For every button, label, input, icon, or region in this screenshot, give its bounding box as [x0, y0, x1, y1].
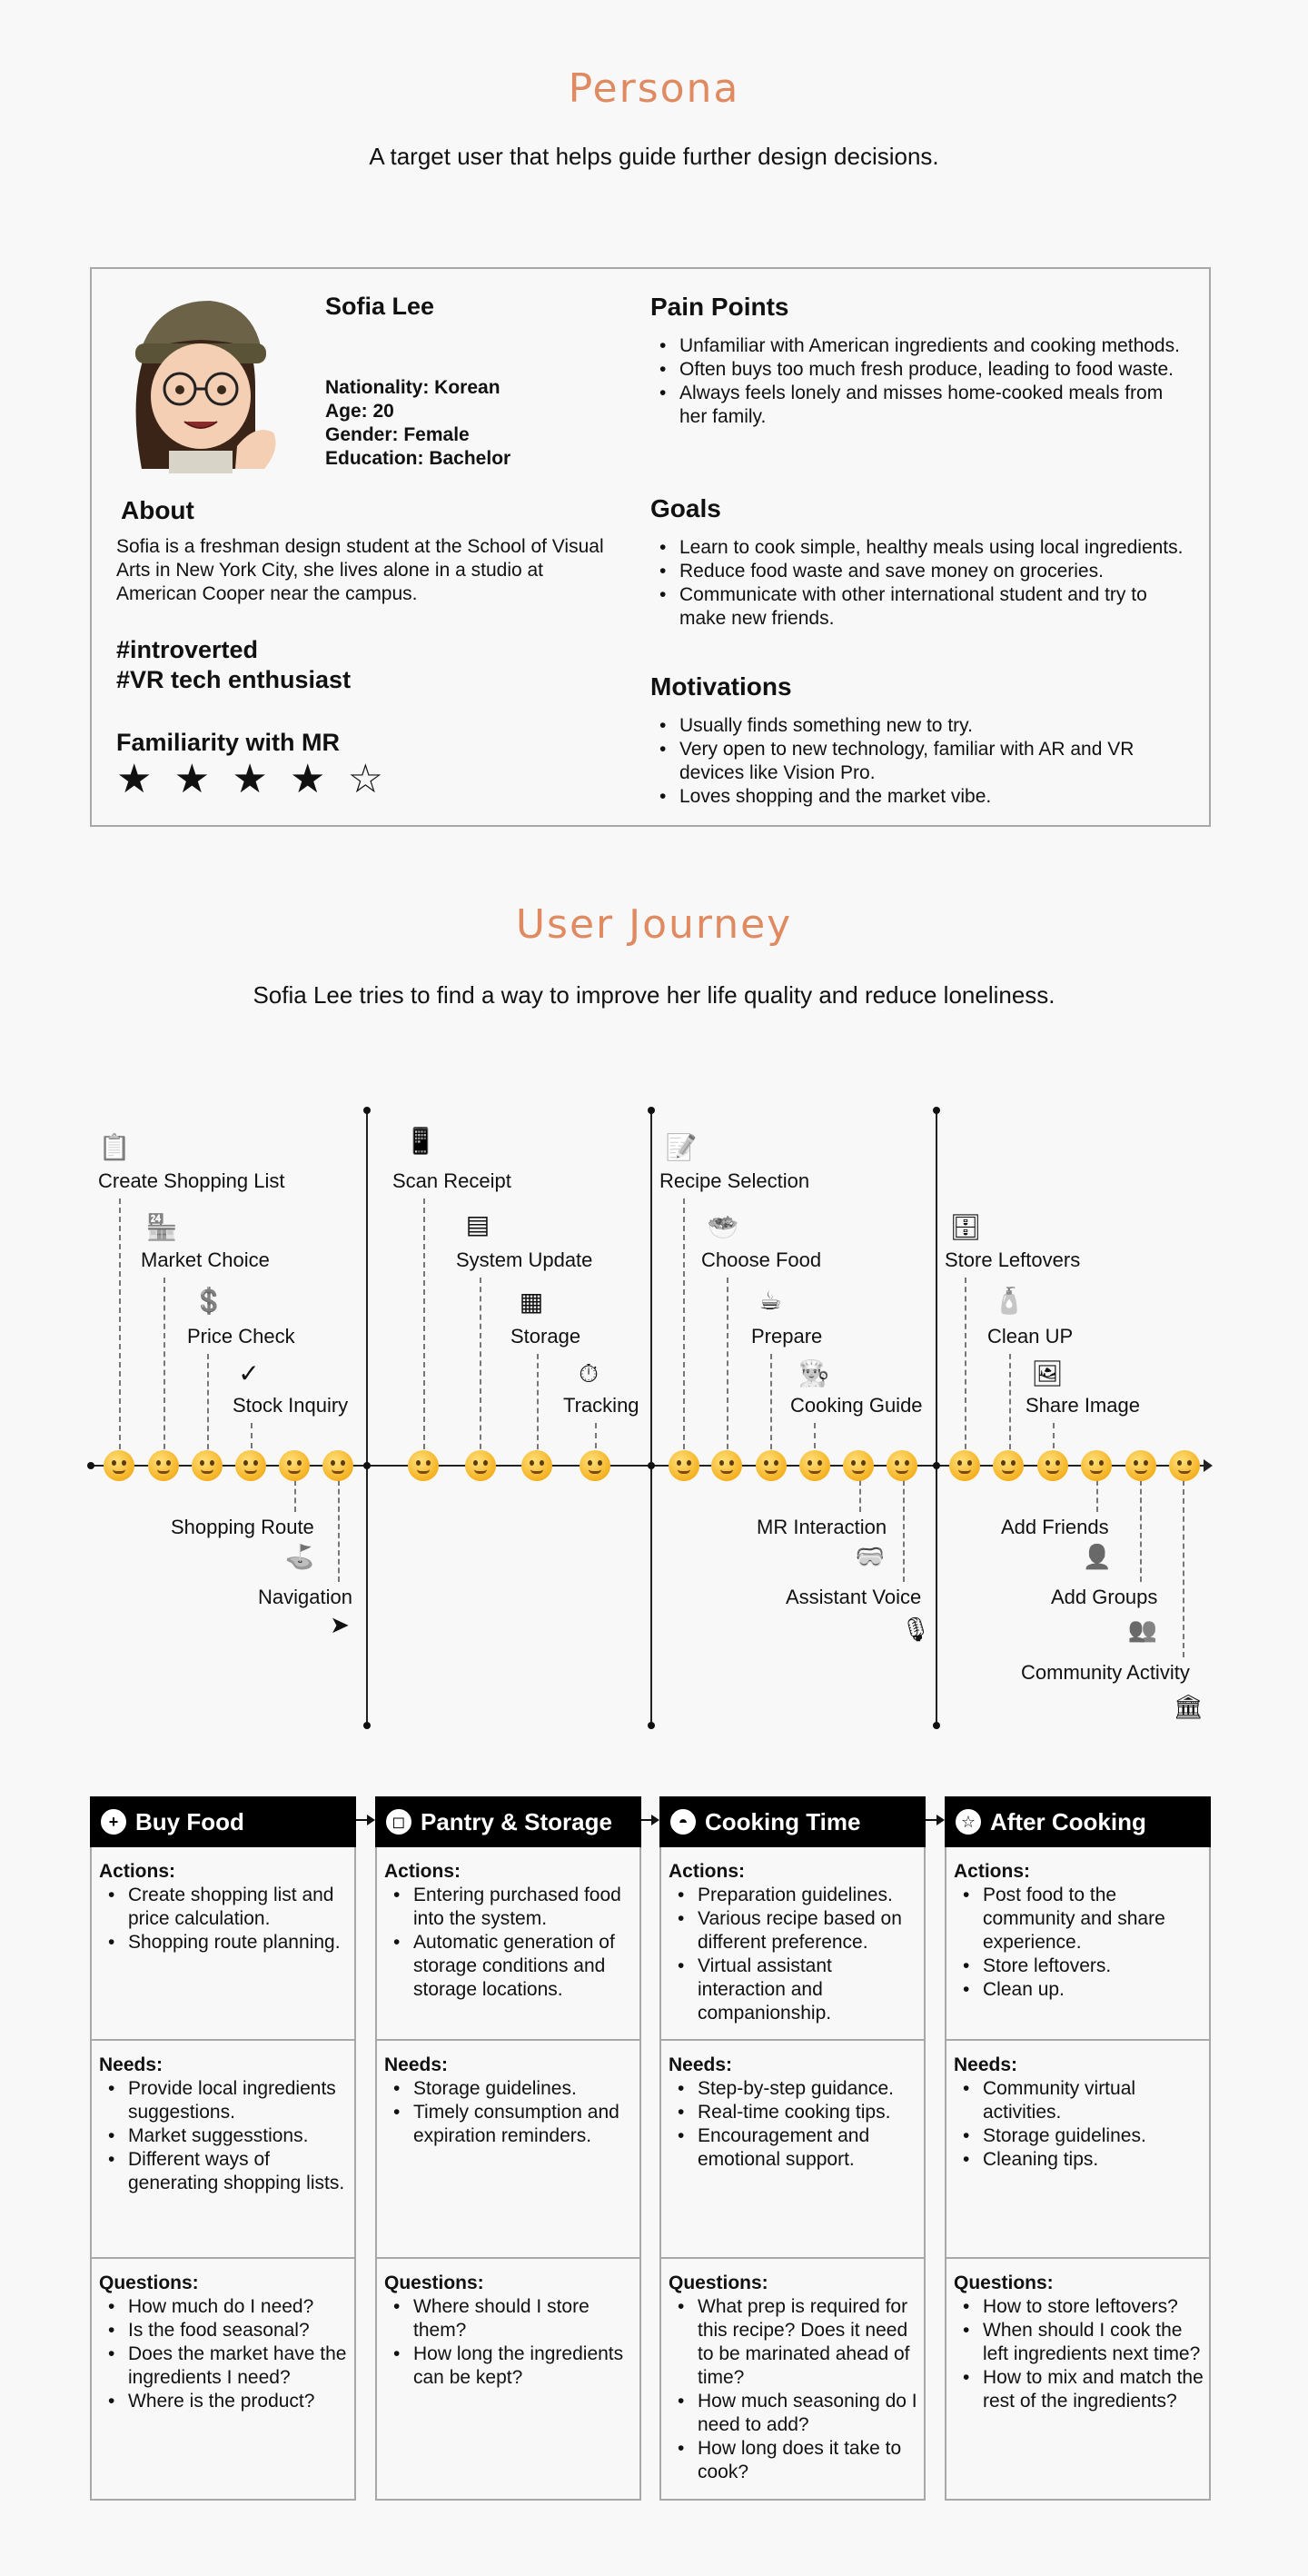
- stage-header: [375, 1796, 641, 1847]
- questions-list: [954, 2295, 1209, 2413]
- fact-education: Education: Bachelor: [325, 448, 511, 469]
- journey-step-label: Shopping Route: [171, 1516, 314, 1538]
- needs-cell: [377, 2041, 639, 2148]
- emoji-face-icon: [279, 1450, 310, 1481]
- emoji-face-icon: [949, 1450, 980, 1481]
- list-item: • Various recipe based on different preference.: [669, 1907, 924, 1954]
- emoji-face-icon: [993, 1450, 1024, 1481]
- journey-step-label: Recipe Selection: [659, 1169, 810, 1192]
- motivations-list: [650, 714, 1186, 809]
- axis-arrow-icon: [1204, 1459, 1213, 1472]
- pot-lid-icon: ◓: [670, 1809, 696, 1835]
- connector-line: [1183, 1480, 1184, 1657]
- actions-cell: [661, 1847, 924, 2025]
- emoji-face-icon: [521, 1450, 552, 1481]
- about-heading: About: [121, 496, 194, 524]
- emoji-mouth: [852, 1469, 865, 1474]
- list-item: • Step-by-step guidance.: [669, 2077, 924, 2101]
- questions-heading: Questions:: [669, 2273, 768, 2293]
- list-item: • Create shopping list and price calculation.: [99, 1884, 354, 1931]
- journey-step-label: Assistant Voice: [786, 1586, 922, 1608]
- system-icon: ▤: [465, 1210, 490, 1238]
- persona-name: Sofia Lee: [325, 293, 435, 320]
- connector-line: [164, 1278, 165, 1458]
- list-item: • Automatic generation of storage conditions and storage locations.: [384, 1931, 639, 2002]
- list-item: • Loves shopping and the market vibe.: [650, 785, 1186, 809]
- emoji-face-icon: [580, 1450, 610, 1481]
- connector-line: [965, 1278, 966, 1458]
- questions-heading: Questions:: [954, 2273, 1054, 2293]
- list-item: • Store leftovers.: [954, 1954, 1209, 1978]
- list-item: • Real-time cooking tips.: [669, 2101, 924, 2124]
- list-item: • How to store leftovers?: [954, 2295, 1209, 2319]
- divider-dot-top: [648, 1107, 655, 1114]
- list-item: • Different ways of generating shopping lists.: [99, 2148, 354, 2195]
- persona-facts: [325, 376, 510, 471]
- location-clock-icon: ⏱: [579, 1359, 599, 1387]
- emoji-mouth: [332, 1469, 344, 1474]
- connector-line: [119, 1198, 121, 1458]
- row-divider: [661, 2039, 924, 2041]
- list-item: • Storage guidelines.: [954, 2124, 1209, 2148]
- journey-step-label: Cooking Guide: [790, 1394, 923, 1417]
- list-item: • Always feels lonely and misses home-cooked meals from her family.: [650, 382, 1186, 429]
- journey-step-label: Tracking: [563, 1394, 639, 1417]
- questions-cell: [377, 2259, 639, 2390]
- recipe-icon: 📝: [665, 1133, 698, 1161]
- connector-line: [859, 1480, 861, 1512]
- emoji-face-icon: [887, 1450, 917, 1481]
- connector-line: [903, 1480, 905, 1582]
- arrow-right-icon: [651, 1815, 659, 1825]
- divider-dot-axis: [933, 1462, 940, 1469]
- list-item: • Post food to the community and share experience.: [954, 1884, 1209, 1954]
- connector-line: [683, 1198, 685, 1458]
- emoji-mouth: [474, 1469, 487, 1474]
- emoji-face-icon: [711, 1450, 742, 1481]
- actions-heading: Actions:: [954, 1861, 1030, 1882]
- emoji-mouth: [1178, 1469, 1191, 1474]
- arrow-right-icon: [367, 1815, 375, 1825]
- actions-cell: [946, 1847, 1209, 2002]
- emoji-mouth: [765, 1469, 778, 1474]
- questions-heading: Questions:: [384, 2273, 484, 2293]
- emoji-face-icon: [148, 1450, 179, 1481]
- persona-card: [90, 267, 1211, 827]
- connector-line: [770, 1354, 772, 1458]
- pain-list: [650, 334, 1186, 429]
- stage-header: [659, 1796, 926, 1847]
- persona-subtitle: A target user that helps guide further design decisions.: [369, 143, 939, 170]
- emoji-mouth: [1135, 1469, 1147, 1474]
- journey-step-label: Add Friends: [1001, 1516, 1109, 1538]
- share-image-icon: 🖼: [1031, 1359, 1064, 1387]
- emoji-face-icon: [1125, 1450, 1156, 1481]
- axis-start-dot: [87, 1462, 94, 1469]
- list-item: • Encouragement and emotional support.: [669, 2124, 924, 2172]
- emoji-face-icon: [756, 1450, 787, 1481]
- row-divider: [661, 2257, 924, 2259]
- spray-icon: 🧴: [993, 1287, 1026, 1315]
- about-text: Sofia is a freshman design student at the School of Visual Arts in New York City, she lives alone in a studio at American Cooper near the campus.: [116, 536, 604, 604]
- tags: [116, 635, 351, 695]
- add-group-icon: 👥: [1127, 1616, 1158, 1643]
- journey-step-label: Share Image: [1026, 1394, 1140, 1417]
- list-item: • What prep is required for this recipe? Does it need to be marinated ahead of time?: [669, 2295, 924, 2390]
- goals-heading: Goals: [650, 494, 721, 522]
- actions-cell: [377, 1847, 639, 2002]
- list-item: • Entering purchased food into the system.: [384, 1884, 639, 1931]
- divider-dot-top: [933, 1107, 940, 1114]
- arrow-right-icon: [936, 1815, 945, 1825]
- row-divider: [377, 2039, 639, 2041]
- list-item: • Market suggesstions.: [99, 2124, 354, 2148]
- food-icon: 🥗: [707, 1213, 739, 1241]
- journey-step-label: Prepare: [751, 1325, 823, 1348]
- list-item: • Where is the product?: [99, 2390, 354, 2413]
- add-user-icon: 👤: [1082, 1543, 1113, 1570]
- emoji-face-icon: [669, 1450, 699, 1481]
- stage-divider: [366, 1110, 368, 1726]
- divider-dot-axis: [363, 1462, 371, 1469]
- list-item: • Often buys too much fresh produce, leading to food waste.: [650, 358, 1186, 382]
- phone-scan-icon: 📱: [404, 1127, 437, 1155]
- emoji-face-icon: [799, 1450, 830, 1481]
- stage-divider: [936, 1110, 937, 1726]
- journey-title: User Journey: [515, 901, 793, 948]
- list-item: • Where should I store them?: [384, 2295, 639, 2342]
- list-item: • Communicate with other international student and try to make new friends.: [650, 583, 1186, 631]
- clipboard-icon: 📋: [98, 1133, 131, 1161]
- community-icon: 🏛: [1173, 1693, 1204, 1720]
- journey-step-label: Community Activity: [1021, 1661, 1190, 1684]
- needs-list: [384, 2077, 639, 2148]
- emoji-mouth: [1046, 1469, 1059, 1474]
- divider-dot-top: [363, 1107, 371, 1114]
- list-item: • Is the food seasonal?: [99, 2319, 354, 2342]
- connector-line: [338, 1480, 340, 1582]
- questions-list: [384, 2295, 639, 2390]
- needs-heading: Needs:: [384, 2054, 449, 2075]
- emoji-mouth: [1002, 1469, 1015, 1474]
- needs-heading: Needs:: [99, 2054, 164, 2075]
- questions-cell: [92, 2259, 354, 2413]
- list-item: • When should I cook the left ingredients next time?: [954, 2319, 1209, 2366]
- stage-header: [90, 1796, 356, 1847]
- emoji-mouth: [678, 1469, 690, 1474]
- route-icon: ⛳: [284, 1543, 315, 1570]
- connector-line: [1096, 1480, 1098, 1512]
- connector-line: [423, 1198, 425, 1458]
- emoji-mouth: [157, 1469, 170, 1474]
- stage-column-after-cooking: [945, 1796, 1211, 2501]
- needs-list: [99, 2077, 354, 2195]
- stage-title: Pantry & Storage: [421, 1807, 612, 1835]
- emoji-mouth: [958, 1469, 971, 1474]
- tag-vr: #VR tech enthusiast: [116, 666, 352, 693]
- square-icon: ◻: [386, 1809, 411, 1835]
- questions-list: [99, 2295, 354, 2413]
- actions-cell: [92, 1847, 354, 1954]
- stage-header: [945, 1796, 1211, 1847]
- list-item: • Timely consumption and expiration reminders.: [384, 2101, 639, 2148]
- stage-column-buy-food: [90, 1796, 356, 2501]
- emoji-face-icon: [104, 1450, 134, 1481]
- list-item: • Very open to new technology, familiar with AR and VR devices like Vision Pro.: [650, 738, 1186, 785]
- questions-heading: Questions:: [99, 2273, 199, 2293]
- chef-icon: 👨‍🍳: [798, 1359, 830, 1387]
- fact-age: Age: 20: [325, 401, 394, 422]
- stage-column-cooking-time: [659, 1796, 926, 2501]
- actions-list: [954, 1884, 1209, 2002]
- fact-gender: Gender: Female: [325, 424, 470, 445]
- fact-nationality: Nationality: Korean: [325, 377, 500, 398]
- stage-connector: [926, 1819, 936, 1821]
- price-icon: 💲: [193, 1287, 225, 1315]
- actions-list: [99, 1884, 354, 1954]
- stage-divider: [650, 1110, 652, 1726]
- emoji-mouth: [201, 1469, 213, 1474]
- row-divider: [377, 2257, 639, 2259]
- connector-line: [1009, 1354, 1011, 1458]
- list-item: • Clean up.: [954, 1978, 1209, 2002]
- journey-step-label: Stock Inquiry: [233, 1394, 349, 1417]
- emoji-face-icon: [192, 1450, 223, 1481]
- needs-cell: [946, 2041, 1209, 2172]
- motivations-heading: Motivations: [650, 672, 792, 701]
- list-item: • Provide local ingredients suggestions.: [99, 2077, 354, 2124]
- journey-step-label: Price Check: [187, 1325, 295, 1348]
- stage-title: After Cooking: [990, 1807, 1146, 1835]
- familiarity-stars: ★ ★ ★ ★ ☆: [116, 757, 390, 801]
- pot-icon: ☕: [758, 1287, 782, 1315]
- stage-title: Buy Food: [135, 1807, 244, 1835]
- connector-line: [294, 1480, 296, 1512]
- emoji-face-icon: [1081, 1450, 1112, 1481]
- journey-step-label: MR Interaction: [757, 1516, 887, 1538]
- journey-step-label: Navigation: [258, 1586, 352, 1608]
- emoji-face-icon: [843, 1450, 874, 1481]
- star-icon: ☆: [956, 1809, 981, 1835]
- connector-line: [537, 1354, 539, 1458]
- list-item: • Does the market have the ingredients I need?: [99, 2342, 354, 2390]
- list-item: • Community virtual activities.: [954, 2077, 1209, 2124]
- emoji-mouth: [589, 1469, 601, 1474]
- needs-cell: [92, 2041, 354, 2195]
- connector-line: [1140, 1480, 1142, 1582]
- emoji-face-icon: [1169, 1450, 1200, 1481]
- questions-cell: [946, 2259, 1209, 2413]
- list-item: • How much seasoning do I need to add?: [669, 2390, 924, 2437]
- questions-cell: [661, 2259, 924, 2484]
- row-divider: [92, 2039, 354, 2041]
- journey-step-label: Add Groups: [1051, 1586, 1158, 1608]
- check-circle-icon: ✓: [238, 1359, 260, 1387]
- list-item: • Shopping route planning.: [99, 1931, 354, 1954]
- tag-introverted: #introverted: [116, 636, 259, 663]
- list-item: • How much do I need?: [99, 2295, 354, 2319]
- connector-line: [207, 1354, 209, 1458]
- actions-list: [384, 1884, 639, 2002]
- emoji-face-icon: [465, 1450, 496, 1481]
- actions-list: [669, 1884, 924, 2025]
- emoji-mouth: [808, 1469, 821, 1474]
- shelf-icon: ▦: [519, 1288, 544, 1316]
- navigation-icon: ➤: [330, 1611, 350, 1638]
- emoji-mouth: [530, 1469, 543, 1474]
- list-item: • Storage guidelines.: [384, 2077, 639, 2101]
- pain-heading: Pain Points: [650, 293, 789, 321]
- plus-icon: +: [101, 1809, 126, 1835]
- journey-step-label: Storage: [510, 1325, 581, 1348]
- list-item: • Preparation guidelines.: [669, 1884, 924, 1907]
- actions-heading: Actions:: [99, 1861, 175, 1882]
- emoji-mouth: [1090, 1469, 1103, 1474]
- questions-list: [669, 2295, 924, 2484]
- list-item: • Virtual assistant interaction and companionship.: [669, 1954, 924, 2025]
- emoji-mouth: [896, 1469, 908, 1474]
- journey-subtitle: Sofia Lee tries to find a way to improve her life quality and reduce loneliness.: [253, 981, 1055, 1009]
- list-item: • Cleaning tips.: [954, 2148, 1209, 2172]
- connector-line: [480, 1278, 481, 1458]
- needs-list: [954, 2077, 1209, 2172]
- fridge-icon: 🗄: [949, 1213, 982, 1241]
- emoji-mouth: [244, 1469, 257, 1474]
- divider-dot-axis: [648, 1462, 655, 1469]
- stage-column-pantry-storage: [375, 1796, 641, 2501]
- journey-step-label: Choose Food: [701, 1248, 822, 1271]
- familiarity-heading: Familiarity with MR: [116, 729, 341, 756]
- journey-step-label: Market Choice: [141, 1248, 270, 1271]
- emoji-mouth: [720, 1469, 733, 1474]
- emoji-face-icon: [322, 1450, 353, 1481]
- list-item: • How to mix and match the rest of the ingredients?: [954, 2366, 1209, 2413]
- headset-icon: 🥽: [855, 1543, 886, 1570]
- connector-line: [727, 1278, 728, 1458]
- divider-dot-bottom: [648, 1722, 655, 1729]
- actions-heading: Actions:: [669, 1861, 745, 1882]
- emoji-mouth: [288, 1469, 301, 1474]
- stage-title: Cooking Time: [705, 1807, 861, 1835]
- goals-list: [650, 536, 1186, 631]
- emoji-mouth: [113, 1469, 125, 1474]
- needs-cell: [661, 2041, 924, 2172]
- row-divider: [92, 2257, 354, 2259]
- journey-step-label: System Update: [456, 1248, 593, 1271]
- divider-dot-bottom: [363, 1722, 371, 1729]
- stage-connector: [356, 1819, 367, 1821]
- emoji-face-icon: [235, 1450, 266, 1481]
- list-item: • Usually finds something new to try.: [650, 714, 1186, 738]
- journey-step-label: Scan Receipt: [392, 1169, 511, 1192]
- needs-heading: Needs:: [954, 2054, 1018, 2075]
- emoji-face-icon: [408, 1450, 439, 1481]
- journey-step-label: Create Shopping List: [98, 1169, 285, 1192]
- actions-heading: Actions:: [384, 1861, 461, 1882]
- divider-dot-bottom: [933, 1722, 940, 1729]
- list-item: • Reduce food waste and save money on groceries.: [650, 560, 1186, 583]
- needs-list: [669, 2077, 924, 2172]
- journey-step-label: Clean UP: [987, 1325, 1074, 1348]
- persona-title: Persona: [568, 65, 740, 112]
- list-item: • How long the ingredients can be kept?: [384, 2342, 639, 2390]
- list-item: • Learn to cook simple, healthy meals using local ingredients.: [650, 536, 1186, 560]
- emoji-mouth: [417, 1469, 430, 1474]
- list-item: • Unfamiliar with American ingredients and cooking methods.: [650, 334, 1186, 358]
- needs-heading: Needs:: [669, 2054, 733, 2075]
- emoji-face-icon: [1037, 1450, 1068, 1481]
- row-divider: [946, 2257, 1209, 2259]
- row-divider: [946, 2039, 1209, 2041]
- list-item: • How long does it take to cook?: [669, 2437, 924, 2484]
- avatar: [119, 287, 282, 473]
- journey-step-label: Store Leftovers: [945, 1248, 1081, 1271]
- store-icon: 🏪: [145, 1213, 178, 1241]
- voice-icon: 🎙: [900, 1616, 931, 1643]
